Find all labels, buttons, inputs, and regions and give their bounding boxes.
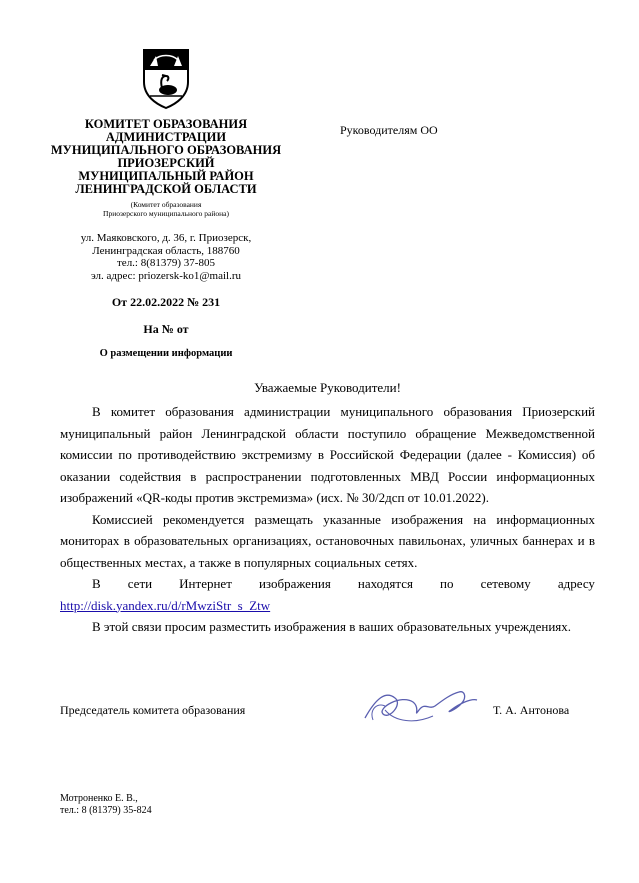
letter-subject: О размещении информации xyxy=(99,348,233,359)
org-short-line: (Комитет образования xyxy=(130,200,202,209)
word: изображения xyxy=(258,576,331,591)
word: сети xyxy=(127,576,153,591)
letter-body xyxy=(60,401,595,638)
paragraph: В комитет образования администрации муниципального образования Приозерский муниципальный район Ленинградской области поступило обращение Межведомственной комиссии по противодействию экстремизму в Российской Федерации (далее - Комиссия) об оказании содействия в распространении подготовленных МВД России информационных изображений «QR-коды против экстремизма» (исх. № 30/2дсп от 10.01.2022). xyxy=(60,404,595,505)
incoming-number: На № от xyxy=(143,322,189,336)
salutation: Уважаемые Руководители! xyxy=(254,380,401,395)
organization-address xyxy=(40,232,292,282)
signatory-position: Председатель комитета образования xyxy=(60,703,246,717)
recipient: Руководителям ОО xyxy=(340,123,438,137)
org-line: МУНИЦИПАЛЬНЫЙ РАЙОН xyxy=(78,169,254,183)
address-line: эл. адрес: priozersk-ko1@mail.ru xyxy=(90,269,242,282)
address-line: ул. Маяковского, д. 36, г. Приозерск, xyxy=(80,232,252,244)
word: по xyxy=(440,576,454,591)
signatory-name: Т. А. Антонова xyxy=(493,703,570,717)
paragraph: Комиссией рекомендуется размещать указанные изображения на информационных мониторах в образовательных организациях, остановочных павильонах, уличных баннерах и в общественных местах, а также в популярных социальных сетях. xyxy=(60,511,595,570)
word: Интернет xyxy=(179,576,232,591)
org-line: АДМИНИСТРАЦИИ xyxy=(105,130,227,144)
org-line: КОМИТЕТ ОБРАЗОВАНИЯ xyxy=(84,117,248,131)
paragraph: В этой связи просим разместить изображения в ваших образовательных учреждениях. xyxy=(92,619,572,634)
executor-phone: тел.: 8 (81379) 35-824 xyxy=(60,805,152,816)
coat-of-arms-logo xyxy=(138,48,194,110)
org-line: ЛЕНИНГРАДСКОЙ ОБЛАСТИ xyxy=(75,182,257,196)
handwritten-signature xyxy=(355,680,485,730)
address-line: тел.: 8(81379) 37-805 xyxy=(117,257,215,269)
link-line xyxy=(60,595,595,617)
organization-name xyxy=(40,118,292,196)
organization-short-name xyxy=(40,200,292,218)
executor-info xyxy=(60,793,152,817)
yandex-disk-link[interactable]: http://disk.yandex.ru/d/rMwziStr_s_Ztw xyxy=(60,597,271,613)
word: сетевому xyxy=(480,576,531,591)
paragraph-link-intro xyxy=(60,573,595,595)
executor-name: Мотроненко Е. В., xyxy=(60,793,138,804)
org-line: ПРИОЗЕРСКИЙ xyxy=(117,156,215,170)
word: находятся xyxy=(357,576,413,591)
org-short-line: Приозерского муниципального района) xyxy=(103,209,229,218)
outgoing-number: От 22.02.2022 № 231 xyxy=(111,295,221,309)
address-line: Ленинградская область, 188760 xyxy=(92,244,240,257)
word: адресу xyxy=(557,576,595,591)
org-line: МУНИЦИПАЛЬНОГО ОБРАЗОВАНИЯ xyxy=(50,143,282,157)
word: В xyxy=(92,576,101,591)
